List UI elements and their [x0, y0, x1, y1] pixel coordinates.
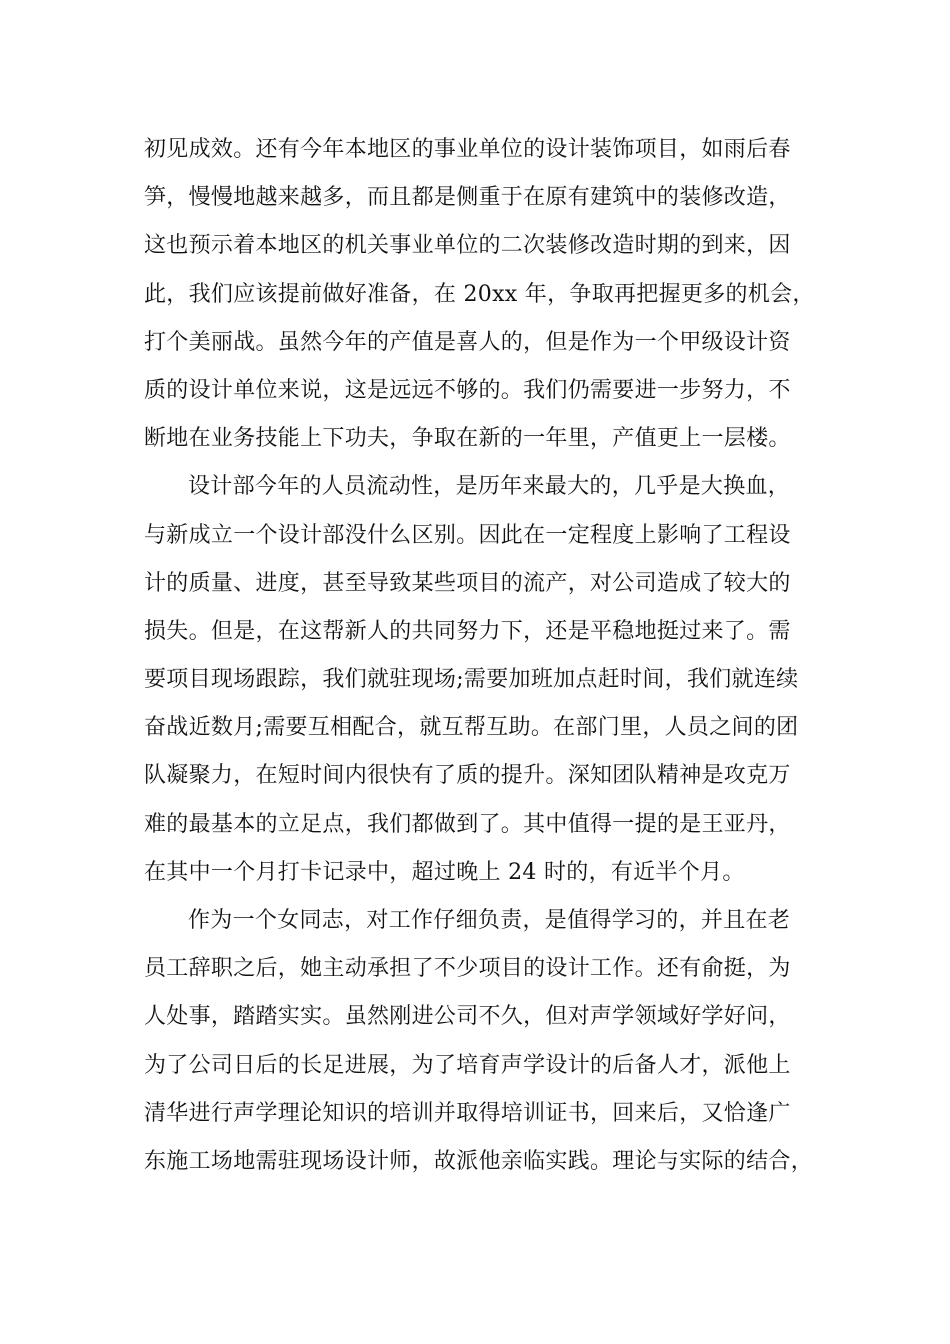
text-line: 清华进行声学理论知识的培训并取得培训证书，回来后，又恰逢广 — [144, 1100, 791, 1126]
text-line: 质的设计单位来说，这是远远不够的。我们仍需要进一步努力，不 — [144, 377, 791, 403]
text-line: 断地在业务技能上下功夫，争取在新的一年里，产值更上一层楼。 — [144, 426, 791, 452]
text-line: 打个美丽战。虽然今年的产值是喜人的，但是作为一个甲级设计资 — [144, 329, 791, 355]
text-line: 笋，慢慢地越来越多，而且都是侧重于在原有建筑中的装修改造， — [144, 185, 791, 211]
text-line: 损失。但是，在这帮新人的共同努力下，还是平稳地挺过来了。需 — [144, 618, 791, 644]
text-line: 设计部今年的人员流动性，是历年来最大的，几乎是大换血， — [188, 474, 791, 500]
text-line: 初见成效。还有今年本地区的事业单位的设计装饰项目，如雨后春 — [144, 137, 791, 162]
text-line: 为了公司日后的长足进展，为了培育声学设计的后备人才，派他上 — [144, 1052, 791, 1078]
text-line: 这也预示着本地区的机关事业单位的二次装修改造时期的到来，因 — [144, 233, 791, 259]
text-line: 计的质量、进度，甚至导致某些项目的流产，对公司造成了较大的 — [144, 570, 791, 596]
text-line: 难的最基本的立足点，我们都做到了。其中值得一提的是王亚丹， — [144, 811, 791, 837]
text-line: 此，我们应该提前做好准备，在 20xx 年，争取再把握更多的机会， — [144, 281, 815, 307]
body-text — [144, 126, 830, 1186]
text-line: 员工辞职之后，她主动承担了不少项目的设计工作。还有俞挺，为 — [144, 956, 791, 982]
text-line: 与新成立一个设计部没什么区别。因此在一定程度上影响了工程设 — [144, 522, 791, 548]
text-line: 队凝聚力，在短时间内很快有了质的提升。深知团队精神是攻克万 — [144, 763, 791, 789]
text-line: 在其中一个月打卡记录中，超过晚上 24 时的，有近半个月。 — [144, 859, 745, 885]
text-line: 要项目现场跟踪，我们就驻现场;需要加班加点赶时间，我们就连续 — [144, 667, 799, 693]
text-line: 作为一个女同志，对工作仔细负责，是值得学习的，并且在老 — [188, 908, 791, 933]
text-line: 人处事，踏踏实实。虽然刚进公司不久，但对声学领域好学好问， — [144, 1004, 791, 1030]
text-line: 东施工场地需驻现场设计师，故派他亲临实践。理论与实际的结合， — [144, 1148, 814, 1174]
text-line: 奋战近数月;需要互相配合，就互帮互助。在部门里，人员之间的团 — [144, 715, 799, 741]
